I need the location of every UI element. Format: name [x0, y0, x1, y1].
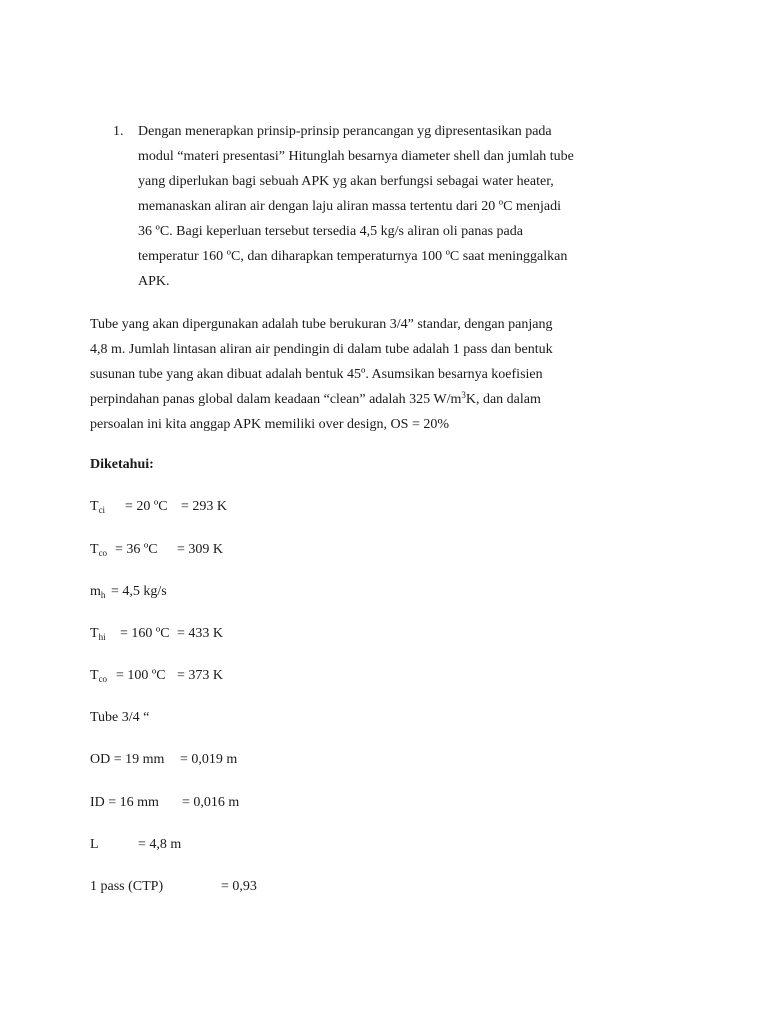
subscript: ci — [98, 505, 106, 515]
value-kelvin: = 373 K — [177, 668, 224, 683]
value-flow: = 4,5 kg/s — [111, 584, 167, 599]
item-line: Dengan menerapkan prinsip-prinsip perancangan yg dipresentasikan pada — [138, 124, 552, 139]
given-tco — [90, 540, 224, 560]
value-factor: = 0,93 — [221, 879, 257, 894]
subscript: hi — [98, 632, 106, 642]
item-line: modul “materi presentasi” Hitunglah besarnya diameter shell dan jumlah tube — [138, 149, 574, 164]
paragraph-line — [90, 387, 650, 412]
item-line: memanaskan aliran air dengan laju aliran massa tertentu dari 20 ºC menjadi — [138, 199, 562, 214]
given-id — [90, 793, 240, 813]
paragraph-line: susunan tube yang akan dibuat adalah bentuk 45º. Asumsikan besarnya koefisien — [90, 367, 543, 382]
given-pass — [90, 877, 257, 897]
symbol: m — [90, 584, 101, 599]
description-paragraph — [90, 312, 650, 437]
section-heading: Diketahui: — [90, 457, 154, 472]
item-text — [138, 119, 638, 294]
item-line: temperatur 160 ºC, dan diharapkan temperaturnya 100 ºC saat meninggalkan — [138, 249, 568, 264]
value-kelvin: = 309 K — [177, 542, 224, 557]
item-line: yang diperlukan bagi sebuah APK yg akan berfungsi sebagai water heater, — [138, 174, 554, 189]
given-thi — [90, 624, 224, 644]
given-od — [90, 750, 238, 770]
subscript: h — [100, 590, 106, 600]
item-number: 1. — [113, 124, 124, 139]
value-celsius: = 160 ºC — [120, 626, 170, 641]
symbol: T — [90, 626, 99, 641]
superscript: 3 — [461, 390, 466, 400]
given-length — [90, 835, 182, 855]
value-meters: = 0,019 m — [180, 752, 238, 767]
value-celsius: = 100 ºC — [116, 668, 166, 683]
item-line: APK. — [138, 274, 170, 289]
symbol: T — [90, 542, 99, 557]
value-kelvin: = 293 K — [181, 499, 228, 514]
subscript: co — [98, 674, 108, 684]
given-tco-hot — [90, 666, 224, 686]
paragraph-line: persoalan ini kita anggap APK memiliki over design, OS = 20% — [90, 417, 450, 432]
paragraph-line: 4,8 m. Jumlah lintasan aliran air pendingin di dalam tube adalah 1 pass dan bentuk — [90, 342, 553, 357]
subscript: co — [98, 548, 108, 558]
given-tube: Tube 3/4 “ — [90, 710, 150, 725]
paragraph-line: Tube yang akan dipergunakan adalah tube berukuran 3/4” standar, dengan panjang — [90, 317, 553, 332]
value-label: OD = 19 mm — [90, 752, 165, 767]
paragraph-text: K, dan dalam — [465, 392, 541, 407]
value-label: ID = 16 mm — [90, 795, 159, 810]
value-label: L — [90, 837, 99, 852]
value-celsius: = 20 ºC — [125, 499, 168, 514]
value-kelvin: = 433 K — [177, 626, 224, 641]
value-label: 1 pass (CTP) — [90, 879, 164, 894]
symbol: T — [90, 668, 99, 683]
paragraph-text: perpindahan panas global dalam keadaan “clean” adalah 325 W/m — [90, 392, 462, 407]
value-meters: = 4,8 m — [138, 837, 182, 852]
item-line: 36 ºC. Bagi keperluan tersebut tersedia 4,5 kg/s aliran oli panas pada — [138, 224, 523, 239]
value-meters: = 0,016 m — [182, 795, 240, 810]
symbol: T — [90, 499, 99, 514]
given-tci — [90, 497, 228, 517]
given-mh — [90, 582, 167, 602]
value-celsius: = 36 ºC — [115, 542, 158, 557]
